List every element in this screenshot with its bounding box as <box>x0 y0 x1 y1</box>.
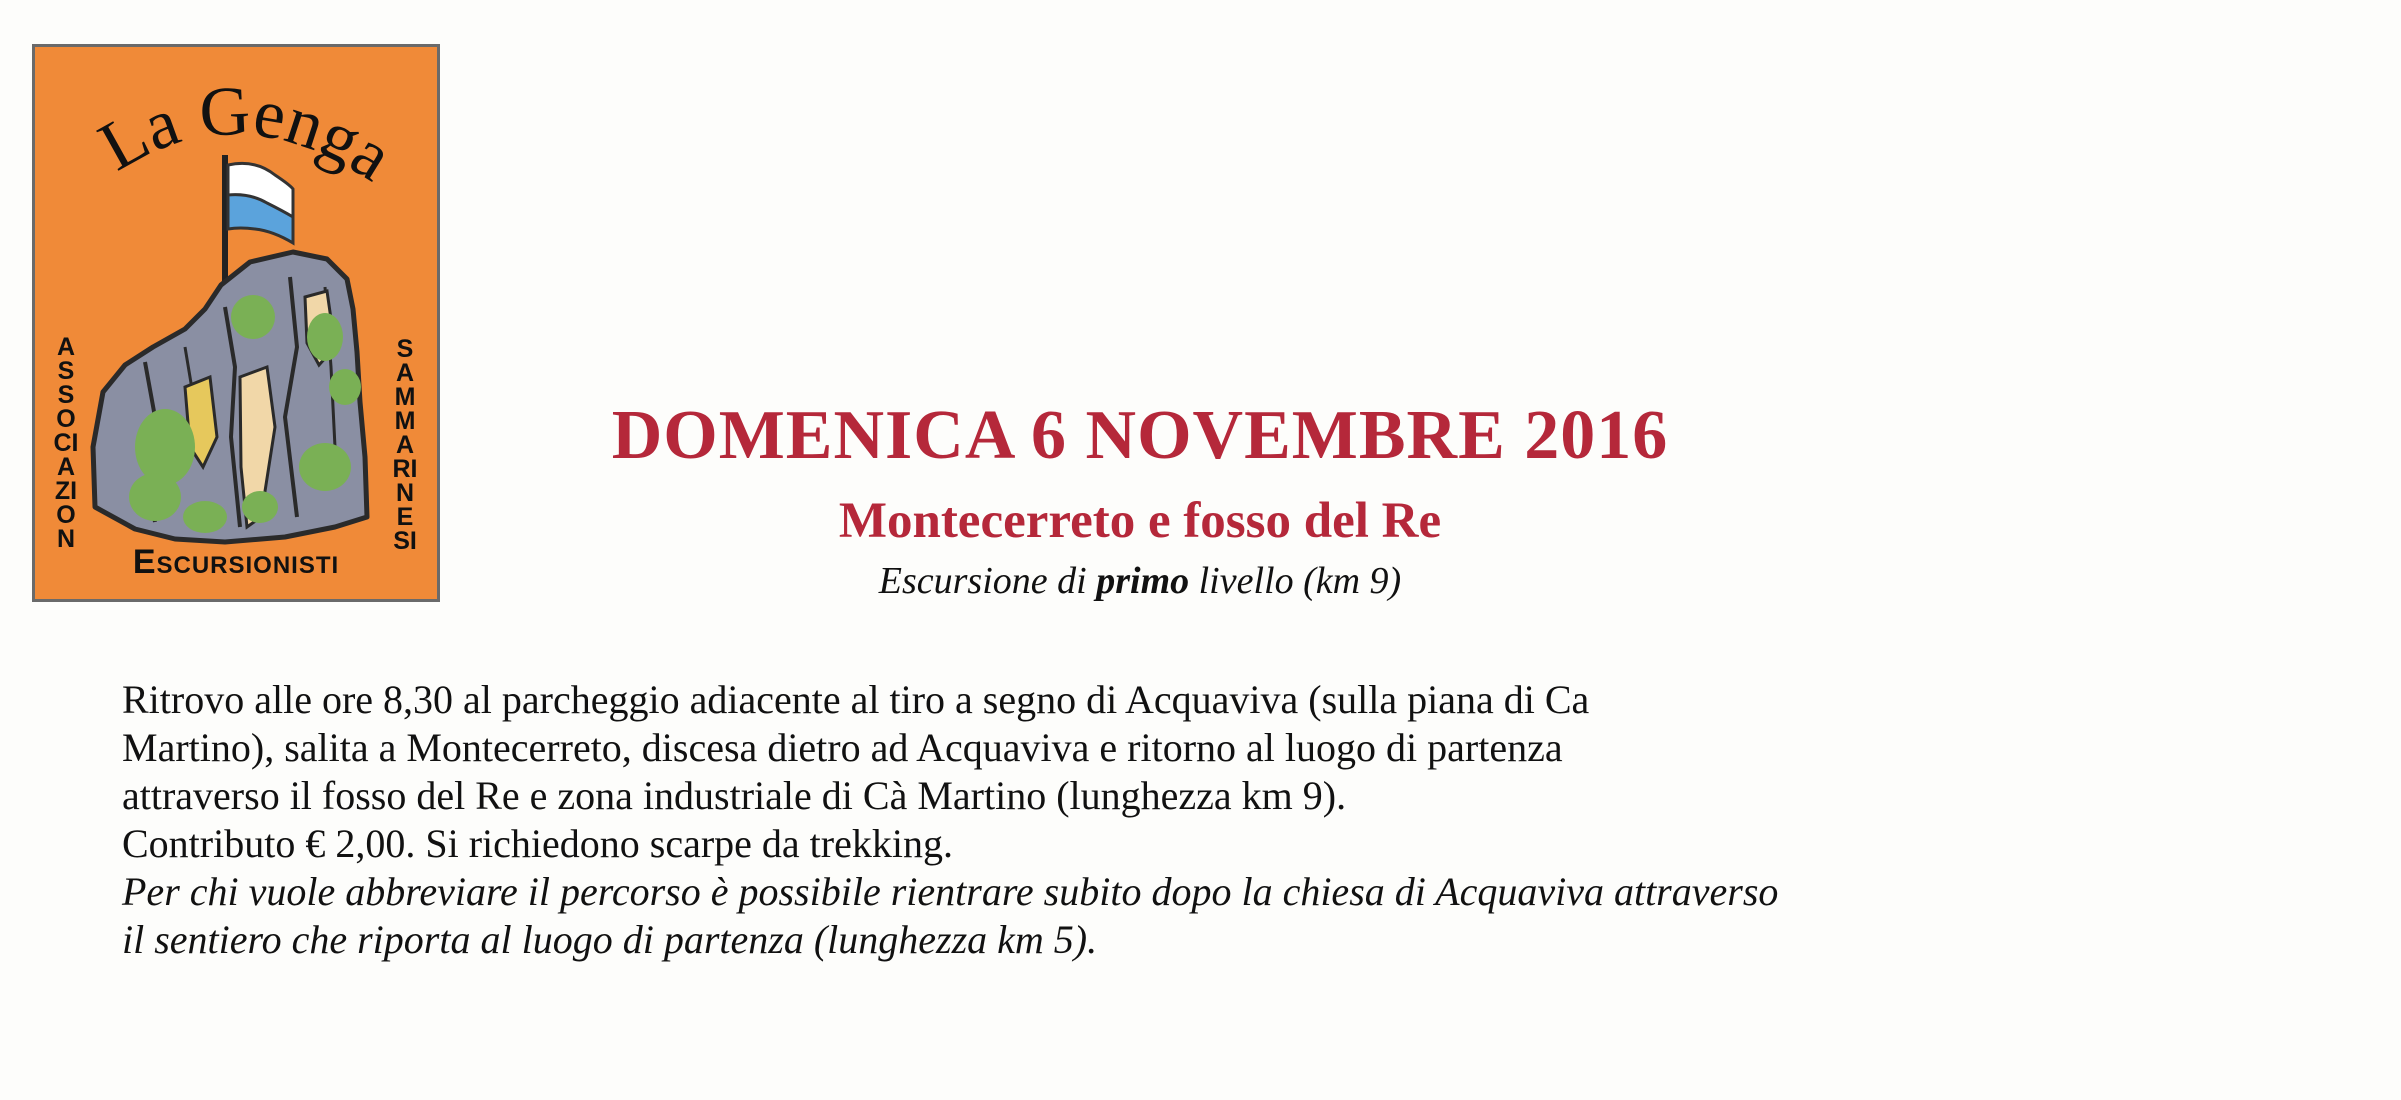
event-date: DOMENICA 6 NOVEMBRE 2016 <box>611 397 1669 474</box>
logo-wordmark: La Genga <box>86 72 406 197</box>
description-line: Ritrovo alle ore 8,30 al parcheggio adiacente al tiro a segno di Acquaviva (sulla piana di Ca <box>122 677 1590 722</box>
description-line: attraverso il fosso del Re e zona industriale di Cà Martino (lunghezza km 9). <box>122 773 1347 818</box>
logo-mountain-illustration <box>35 47 437 599</box>
subtitle-prefix: Escursione di <box>878 560 1097 602</box>
event-title: Montecerreto e fosso del Re <box>838 493 1442 549</box>
shortcut-note-line: Per chi vuole abbreviare il percorso è possibile rientrare subito dopo la chiesa di Acquaviva attraverso <box>122 869 1779 914</box>
subtitle-suffix: livello (km 9) <box>1189 560 1402 602</box>
contribution-line: Contributo € 2,00. Si richiedono scarpe da trekking. <box>122 821 953 866</box>
logo-bottom-text: Escursionisti <box>132 543 340 581</box>
shortcut-note-line: il sentiero che riporta al luogo di partenza (lunghezza km 5). <box>122 917 1098 962</box>
logo-side-text-left: ASSOCIAZION <box>53 333 79 553</box>
logo-side-text-right: SAMMARINESI <box>392 335 418 555</box>
event-subtitle <box>560 559 1720 603</box>
flag-icon <box>228 163 293 243</box>
description-line: Martino), salita a Montecerreto, discesa dietro ad Acquaviva e ritorno al luogo di partenza <box>122 725 1563 770</box>
subtitle-level: primo <box>1096 560 1190 602</box>
logo <box>32 44 440 602</box>
event-description <box>122 676 2322 964</box>
